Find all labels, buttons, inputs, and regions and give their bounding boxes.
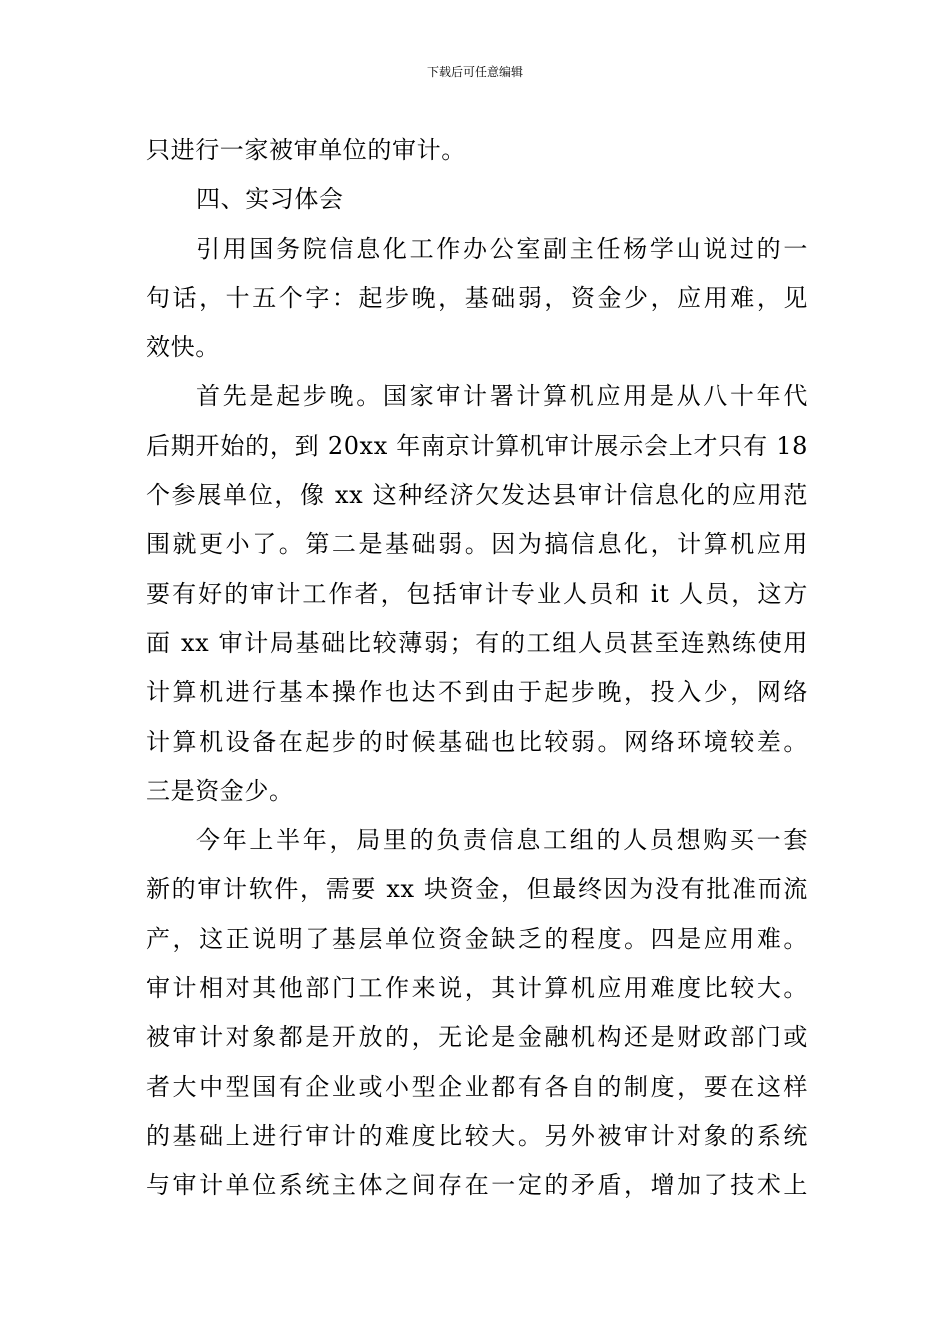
text-line: 者大中型国有企业或小型企业都有各自的制度，要在这样 — [146, 1072, 808, 1101]
text-line: 计算机进行基本操作也达不到由于起步晚，投入少，网络 — [146, 678, 808, 707]
text-line: 面 xx 审计局基础比较薄弱；有的工组人员甚至连熟练使用 — [146, 628, 808, 657]
text-line: 个参展单位，像 xx 这种经济欠发达县审计信息化的应用范 — [146, 481, 808, 510]
text-line: 后期开始的，到 20xx 年南京计算机审计展示会上才只有 18 — [146, 431, 808, 460]
text-line: 计算机设备在起步的时候基础也比较弱。网络环境较差。 — [146, 727, 808, 756]
text-line: 新的审计软件，需要 xx 块资金，但最终因为没有批准而流 — [146, 875, 808, 904]
section-heading: 四、实习体会 — [196, 185, 344, 214]
text-line: 效快。 — [146, 333, 220, 362]
text-line: 围就更小了。第二是基础弱。因为搞信息化，计算机应用 — [146, 530, 808, 559]
text-line: 引用国务院信息化工作办公室副主任杨学山说过的一 — [196, 234, 808, 263]
text-line: 三是资金少。 — [146, 776, 294, 805]
text-line: 被审计对象都是开放的，无论是金融机构还是财政部门或 — [146, 1023, 808, 1052]
text-line: 只进行一家被审单位的审计。 — [146, 136, 466, 164]
document-body — [146, 126, 808, 1211]
text-line: 与审计单位系统主体之间存在一定的矛盾，增加了技术上 — [146, 1171, 808, 1200]
text-line: 句话，十五个字：起步晚，基础弱，资金少，应用难，见 — [146, 283, 808, 312]
page-header: 下载后可任意编辑 — [426, 65, 523, 79]
text-line: 要有好的审计工作者，包括审计专业人员和 it 人员，这方 — [146, 579, 808, 608]
text-line: 首先是起步晚。国家审计署计算机应用是从八十年代 — [196, 382, 808, 411]
text-line: 产，这正说明了基层单位资金缺乏的程度。四是应用难。 — [146, 924, 808, 953]
text-line: 审计相对其他部门工作来说，其计算机应用难度比较大。 — [146, 974, 808, 1003]
text-line: 的基础上进行审计的难度比较大。另外被审计对象的系统 — [146, 1121, 808, 1150]
text-line: 今年上半年，局里的负责信息工组的人员想购买一套 — [196, 826, 808, 855]
